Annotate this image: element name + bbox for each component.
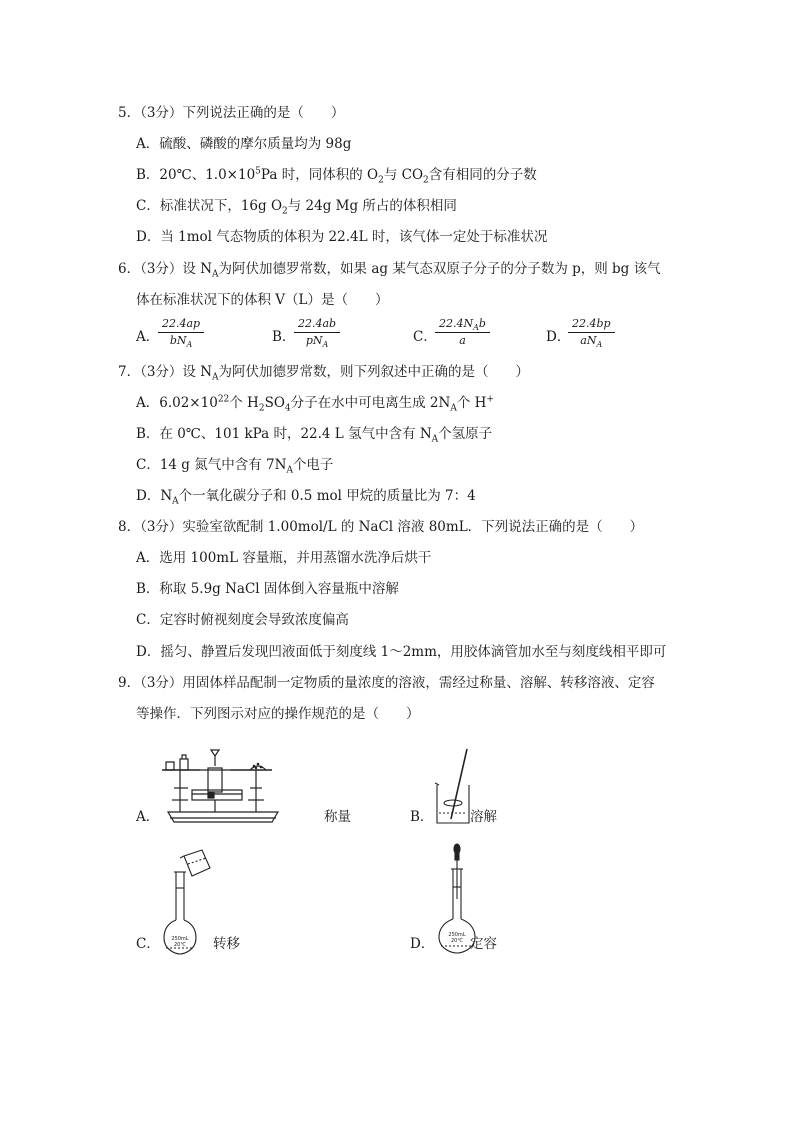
q6-option-a-letter: A． [136, 329, 160, 345]
q5-option-c: C．标准状况下，16g $O_2$与 24g Mg 所占的体积相同 [136, 198, 457, 217]
q8-option-d: D．摇匀、静置后发现凹液面低于刻度线 1～2mm，用胶体滴管加水至与刻度线相平即可 [136, 644, 667, 660]
q9-option-d-label: 定容 [470, 936, 497, 952]
q8-option-a: A．选用 100mL 容量瓶，并用蒸馏水洗净后烘干 [136, 550, 432, 566]
q6-option-c-letter: C． [413, 329, 437, 345]
q6-option-c-fraction: $22.4N_Ab$ a [435, 317, 490, 348]
q7-stem: 7．（3分）设 $N_A$为阿伏加德罗常数，则下列叙述中正确的是（ ） [118, 364, 530, 383]
q7-option-a: A．$6.02\times 10^{22}$个 $H_2SO_4$分子在水中可电离生成 $2N_A$个 H+ [136, 394, 494, 414]
q5-stem: 5．（3分）下列说法正确的是（ ） [118, 105, 345, 121]
balance-scale-illustration [160, 748, 285, 828]
flask-c-temp-text: 20℃ [174, 942, 186, 948]
q6-stem-line1: 6．（3分）设 $N_A$为阿伏加德罗常数，如果 ag 某气态双原子分子的分子数为 p，则 bg 该气 [118, 261, 661, 280]
q6-option-a-fraction: 22.4ap $bN_A$ [158, 317, 204, 348]
q7-option-c: C．14 g 氮气中含有 $7N_A$个电子 [136, 457, 334, 476]
q9-option-a-label: 称量 [324, 809, 351, 825]
q9-option-b-label: 溶解 [470, 809, 497, 825]
q7-option-b: B．在 0℃、101 kPa 时，22.4 L 氢气中含有 $N_A$个氢原子 [136, 426, 493, 445]
q9-option-b-letter: B． [410, 809, 434, 825]
q6-option-b-fraction: 22.4ab $pN_A$ [294, 317, 340, 348]
q5-option-a: A．硫酸、磷酸的摩尔质量均为 98g [136, 136, 352, 152]
q9-option-d-letter: D． [410, 936, 435, 952]
q8-stem: 8．（3分）实验室欲配制 1.00mol/L 的 NaCl 溶液 80mL．下列说法正确的是（ ） [118, 519, 644, 535]
q9-option-a-letter: A． [136, 809, 160, 825]
flask-d-temp-text: 20℃ [451, 938, 463, 944]
volumetric-flask-transfer-illustration [162, 848, 214, 956]
q9-option-c-label: 转移 [213, 936, 240, 952]
q9-stem-line2: 等操作．下列图示对应的操作规范的是（ ） [136, 706, 420, 722]
flask-d-volume-text: 250mL [448, 932, 466, 938]
q9-option-c-letter: C． [136, 936, 160, 952]
q6-option-d-letter: D． [546, 329, 571, 345]
beaker-stirring-illustration [433, 747, 473, 827]
q5-option-b: B．20℃、$1.0\times 10^5Pa$ 时，同体积的 $O_2$与 $CO_2$含有相同的分子数 [136, 166, 537, 186]
q5-option-d: D．当 1mol 气态物质的体积为 22.4L 时，该气体一定处于标准状况 [136, 229, 548, 245]
q6-option-b-letter: B． [272, 329, 296, 345]
q6-stem-line2: 体在标准状况下的体积 V（L）是（ ） [136, 292, 389, 308]
flask-c-volume-text: 250mL [171, 936, 189, 942]
q7-option-d: D．$N_A$个一氧化碳分子和 0.5 mol 甲烷的质量比为 7：4 [136, 488, 476, 507]
q9-stem-line1: 9．（3分）用固体样品配制一定物质的量浓度的溶液，需经过称量、溶解、转移溶液、定容 [118, 675, 655, 691]
q6-option-d-fraction: 22.4bp $aN_A$ [568, 317, 615, 348]
q8-option-c: C．定容时俯视刻度会导致浓度偏高 [136, 612, 349, 628]
q8-option-b: B．称取 5.9g NaCl 固体倒入容量瓶中溶解 [136, 581, 399, 597]
